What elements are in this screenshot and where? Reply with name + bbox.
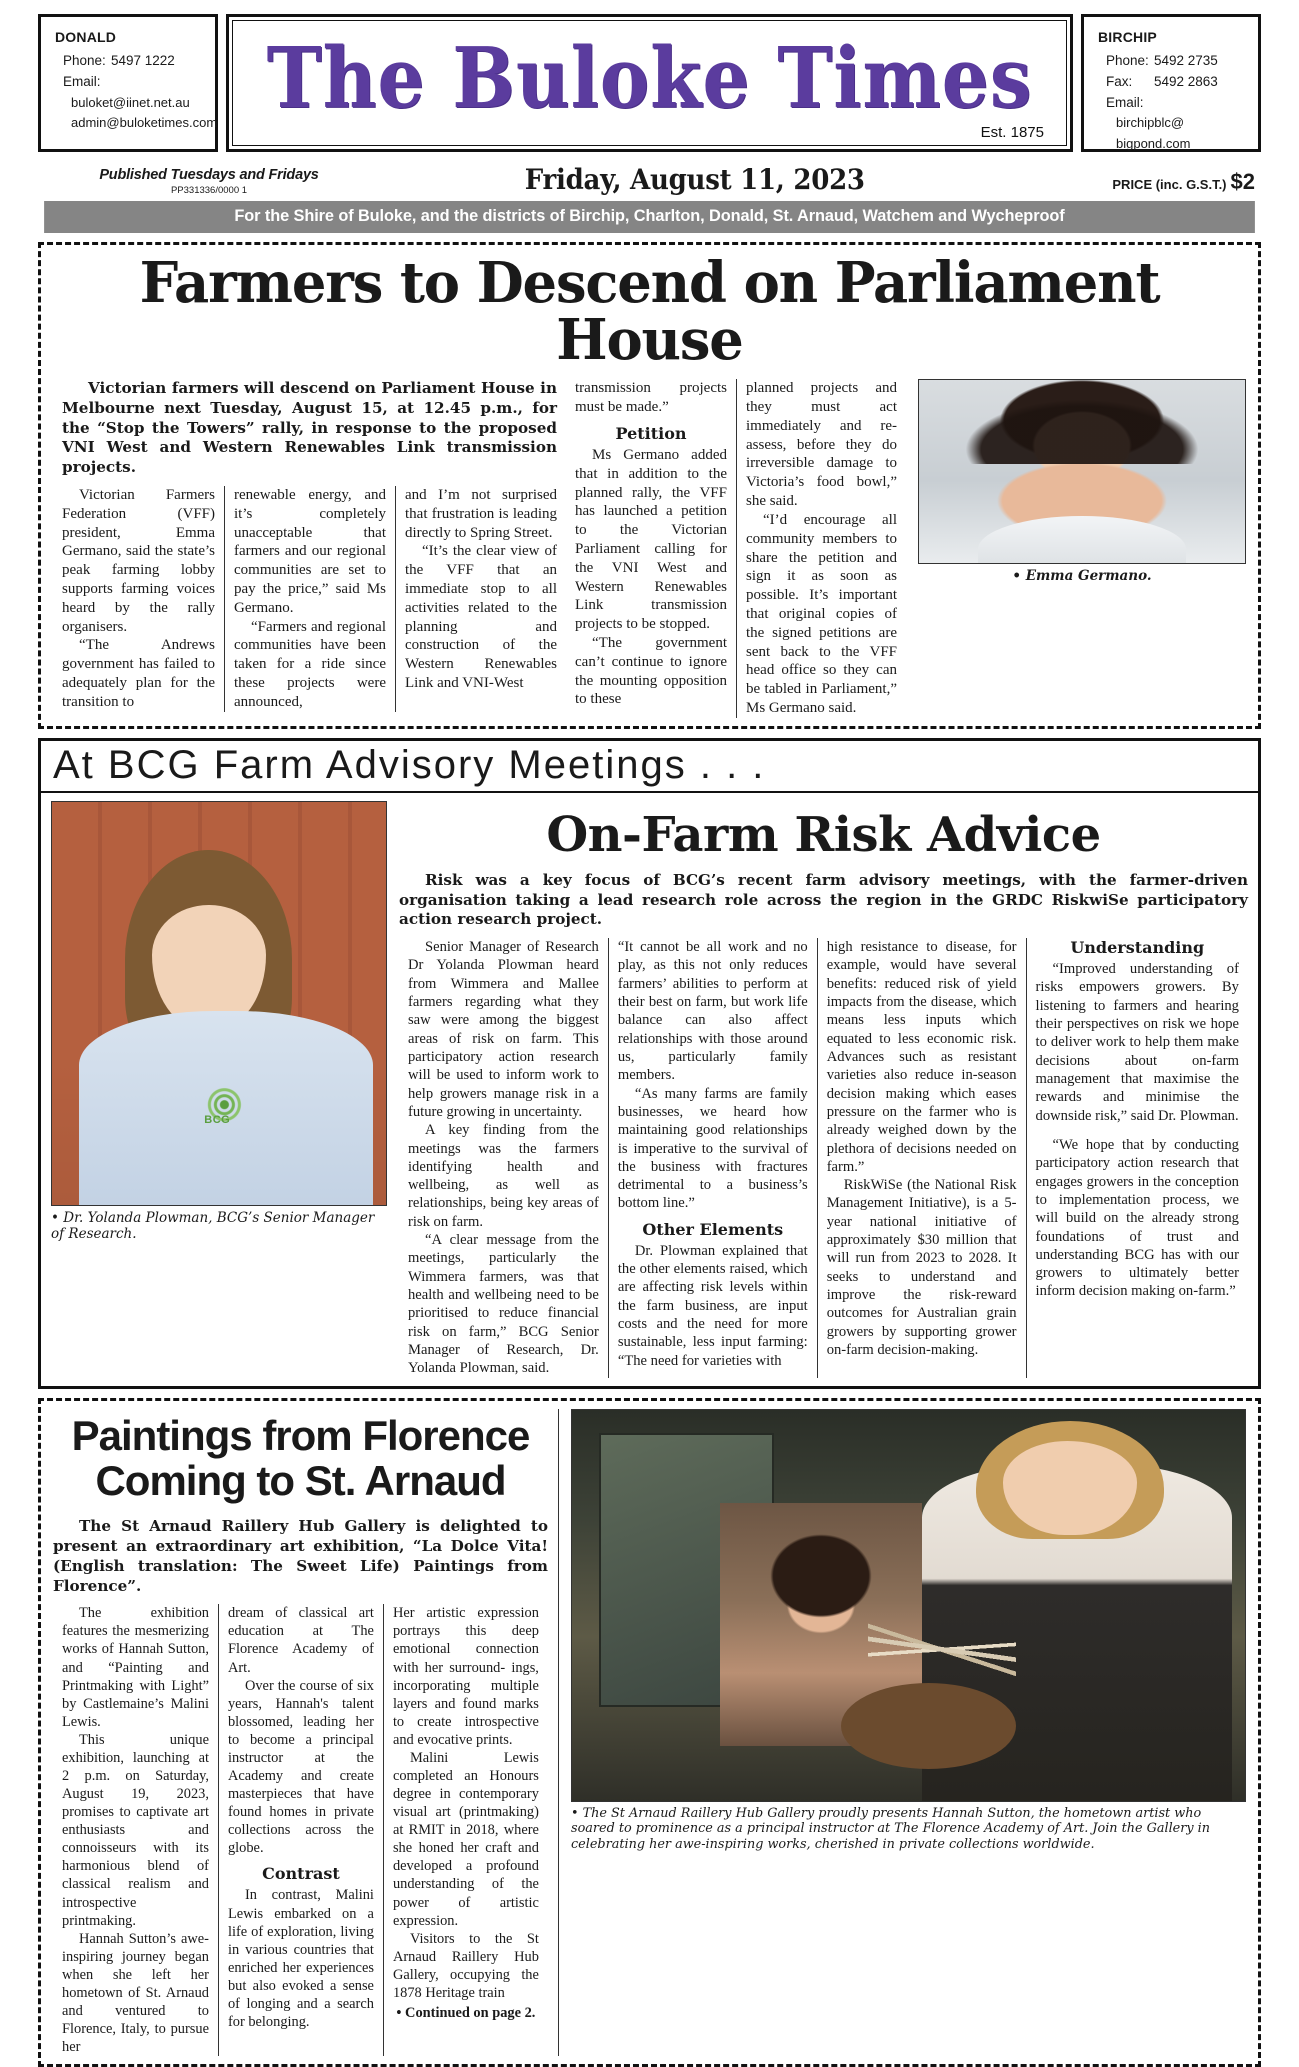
published-label: Published Tuesdays and Fridays (99, 167, 319, 183)
article3-p7: Her artistic expression portrays this deep emotional connection with her surround- ings, incorporating multiple layers and found marks to create introspective and evocative prints. (392, 1605, 539, 1748)
donald-email-2[interactable]: admin@buloketimes.com (71, 114, 218, 130)
emma-germano-photo (918, 379, 1246, 564)
article3-columns (53, 1604, 548, 2056)
article1-photo-block (906, 379, 1246, 718)
birchip-email-1[interactable]: birchipblc@ (1116, 115, 1185, 131)
article3-col-3 (383, 1604, 548, 2056)
article3-lead: The St Arnaud Raillery Hub Gallery is delighted to present an extraordinary art exhibition, “La Dolce Vita! (English translation: The Sweet Life) Paintings from Florence”. (53, 1517, 548, 1595)
article1-col-3 (395, 486, 566, 712)
photo-brushes (868, 1582, 1016, 1715)
article1-p3: renewable energy, and it’s completely unacceptable that farmers and our regional communities are set to pay the price,” said Ms Germano. (234, 486, 386, 616)
article-paintings-florence (38, 1398, 1261, 2067)
article2-lead: Risk was a key focus of BCG’s recent farm advisory meetings, with the farmer-driven organisation taking a lead research role across the region in the GRDC RiskwiSe participatory action research project. (399, 870, 1248, 929)
yolanda-plowman-caption: • Dr. Yolanda Plowman, BCG’s Senior Manager of Research. (51, 1209, 375, 1243)
birchip-town-label: BIRCHIP (1098, 29, 1157, 45)
article2-p5: “As many farms are family businesses, we heard how maintaining good relationships is imperative to the survival of the business with fractures detrimental to a business’s bottom line.” (617, 1085, 808, 1212)
article3-p1: The exhibition features the mesmerizing works of Hannah Sutton, and “Painting and Printmaking with Light” by Castlemaine’s Malini Lewis. (62, 1605, 209, 1730)
issue-date: Friday, August 11, 2023 (524, 163, 865, 196)
photo-artist-head (1003, 1441, 1138, 1535)
date-strip (38, 152, 1261, 196)
article2-subhead-understanding: Understanding (1070, 938, 1205, 958)
article3-continued[interactable]: • Continued on page 2. (396, 2005, 536, 2022)
hannah-sutton-painting-photo (571, 1409, 1246, 1802)
article1-lead: Victorian farmers will descend on Parliament House in Melbourne next Tuesday, August 15, at 12.45 p.m., for the “Stop the Towers” rally, in response to the proposed VNI West and Western Renewables Link transmission projects. (62, 379, 557, 477)
article1-col-5 (736, 379, 906, 718)
article1-p8: Ms Germano added that in addition to the planned rally, the VFF has launched a petition to the Victorian Parliament calling for the VNI West and Western Renewables Link transmission projects to be stopped. (575, 446, 727, 633)
article3-p5: Over the course of six years, Hannah's talent blossomed, leading her to become a principal instructor at the Academy and create masterpieces that have found homes in private collections across the globe. (227, 1677, 374, 1857)
birchip-email-2[interactable]: bigpond.com (1116, 135, 1191, 151)
birchip-fax-label: Fax: (1106, 73, 1133, 89)
article2-col-3 (817, 938, 1026, 1378)
donald-town-label: DONALD (55, 29, 117, 45)
article3-p8: Malini Lewis completed an Honours degree in contemporary visual art (printmaking) at RMIT in 2018, where she honed her craft and developed a profound understanding of the power of artistic expression. (392, 1749, 539, 1929)
article1-col-4 (566, 379, 736, 718)
article1-p7: transmission projects must be made.” (575, 380, 727, 416)
masthead (38, 0, 1261, 152)
price-value: $2 (1230, 169, 1255, 194)
article2-p10: “We hope that by conducting participatory action research that engages growers in the conception to implementation process, we will build on the already strong foundations of trust and understanding BCG has with our growers to ultimately better inform decision making on-farm.” (1035, 1136, 1239, 1300)
article2-p8: RiskWiSe (the National Risk Management Initiative), is a 5-year national initiative of approximately $30 million that will run from 2023 to 2028. It seeks to understand and improve the risk-reward outcomes for Australian grain growers by supporting grower on-farm decision-making. (826, 1177, 1017, 1358)
article3-subhead-contrast: Contrast (262, 1864, 340, 1884)
article3-p9: Visitors to the St Arnaud Raillery Hub Gallery, occupying the 1878 Heritage train (392, 1930, 539, 2001)
article3-p2: This unique exhibition, launching at 2 p.m. on Saturday, August 19, 2023, promises to captivate art enthusiasts and connoisseurs with its harmonious blend of classical realism and introspective printmaking. (62, 1731, 209, 1929)
article2-p1: Senior Manager of Research Dr Yolanda Plowman heard from Wimmera and Mallee farmers regarding what they saw were among the biggest areas of risk on farm. This participatory action research will be used to inform work to help growers manage risk in a future growing in uncertainty. (408, 939, 599, 1120)
birchip-fax-value: 5492 2863 (1154, 73, 1218, 89)
article1-p10: planned projects and they must act immediately and re-assess, before they do irreversible damage to Victoria’s food bowl,” she said. (746, 380, 897, 510)
article2-col-1 (399, 938, 608, 1378)
article2-col-2 (608, 938, 817, 1378)
hannah-sutton-caption: • The St Arnaud Raillery Hub Gallery proudly presents Hannah Sutton, the hometown artist who soared to prominence as a principal instructor at The Florence Academy of Art. Join the Gallery in celebrating her awe-inspiring works, cherished in private collections worldwide. (571, 1805, 1210, 1852)
article2-p4: “It cannot be all work and no play, as this not only reduces farmers’ abilities to perform at their best on farm, but work life balance can also affect relationships with those around us, particularly family members. (617, 939, 808, 1084)
article3-p4: dream of classical art education at The Florence Academy of Art. (227, 1605, 374, 1676)
article1-headline: Farmers to Descend on Parliament House (139, 250, 1160, 374)
article1-p9: “The government can’t continue to ignore the mounting opposition to these (575, 635, 727, 708)
page-title: The Buloke Times (266, 30, 1033, 128)
price-block (1015, 169, 1255, 196)
donald-phone-value: 5497 1222 (111, 52, 175, 68)
article1-columns (53, 379, 1246, 718)
article2-subhead-other-elements: Other Elements (642, 1219, 784, 1239)
article2-p9: “Improved understanding of risks empowers growers. By listening to farmers and hearing their perspectives on risk we hope to deliver work to help them make decisions about on-farm management that maximise the rewards and minimise the downside risk,” said Dr. Plowman. (1035, 961, 1239, 1124)
price-label: PRICE (inc. G.S.T.) (1112, 177, 1227, 192)
article2-p6: Dr. Plowman explained that the other elements raised, which are affecting risk levels within the farm business, are input costs and the need for more sustainable, less input farming: “The need for varieties with (617, 1242, 808, 1369)
article3-p3: Hannah Sutton’s awe-inspiring journey began when she left her hometown of St. Arnaud and ventured to Florence, Italy, to pursue her (62, 1930, 209, 2056)
birchip-phone-row (1098, 51, 1250, 72)
publication-frequency-block (44, 167, 374, 196)
article2-p2: A key finding from the meetings was the farmers identifying health and wellbeing, as well as relationships, being key areas of risk on farm. (408, 1122, 599, 1230)
article2-p7: high resistance to disease, for example, would have several benefits: reduced risk of yield impacts from the disease, which means less inputs which equated to less economic risk. Advances such as resistant varieties also reduce in-season decision making which eases pressure on the farmer who is already weighed down by the plethora of decisions needed on farm.” (826, 939, 1017, 1175)
established-label: Est. 1875 (980, 124, 1044, 141)
birchip-phone-value: 5492 2735 (1154, 52, 1218, 68)
issue-date-block (374, 163, 1015, 196)
article1-p1: Victorian Farmers Federation (VFF) president, Emma Germano, said the state’s peak farming lobby supports farming voices heard by the rally organisers. (62, 486, 215, 635)
donald-email-label: Email: (63, 73, 101, 89)
article2-photo-block (51, 801, 399, 1378)
coverage-banner: For the Shire of Buloke, and the districts of Birchip, Charlton, Donald, St. Arnaud, Watchem and Wycheproof (44, 201, 1255, 233)
article3-col-1 (53, 1604, 218, 2056)
yolanda-plowman-photo (51, 801, 387, 1206)
article-farmers-parliament (38, 242, 1261, 729)
emma-germano-caption: • Emma Germano. (1012, 568, 1152, 585)
masthead-title-box (226, 14, 1073, 152)
article2-col-4 (1026, 938, 1248, 1378)
article-onfarm-risk (38, 738, 1261, 1389)
article3-photo-block (558, 1409, 1246, 2057)
birchip-contact-box (1081, 14, 1261, 152)
article1-p11: “I’d encourage all community members to share the petition and sign it as soon as possible. It’s important that original copies of the signed petitions are sent back to the VFF head office so they can be tabled in Parliament,” Ms Germano said. (746, 511, 897, 717)
article1-p4: “Farmers and regional communities have been taken for a ride since these projects were announced, (234, 618, 386, 710)
birchip-phone-label: Phone: (1106, 52, 1149, 68)
article1-col-2 (224, 486, 395, 712)
article1-subhead-petition: Petition (615, 423, 687, 443)
birchip-fax-row (1098, 72, 1250, 93)
bcg-logo-icon (202, 1084, 258, 1130)
article1-p5: and I’m not surprised that frustration is leading directly to Spring Street. (405, 486, 557, 541)
article3-headline: Paintings from Florence Coming to St. Arnaud (71, 1411, 530, 1504)
article3-col-2 (218, 1604, 383, 2056)
donald-phone-label: Phone: (63, 52, 106, 68)
pp-number: PP331336/0000 1 (170, 185, 248, 196)
birchip-email-label: Email: (1106, 94, 1144, 110)
article2-p3: “A clear message from the meetings, particularly the Wimmera farmers, was that health and wellbeing need to be prioritised to reduce financial risk on farm,” BCG Senior Manager of Research, Dr. Yolanda Plowman, said. (408, 1232, 599, 1377)
article1-p2: “The Andrews government has failed to adequately plan for the transition to (62, 637, 215, 710)
donald-email-1[interactable]: buloket@iinet.net.au (71, 94, 190, 110)
article2-kicker: At BCG Farm Advisory Meetings . . . (41, 741, 1258, 793)
article3-p6: In contrast, Malini Lewis embarked on a life of exploration, living in various countries that enriched her experiences but also evoked a sense of longing and a search for belonging. (227, 1887, 374, 2031)
donald-contact-box (38, 14, 218, 152)
article2-columns (399, 938, 1248, 1378)
article1-col-1 (53, 486, 224, 712)
donald-phone-row (55, 51, 207, 72)
article2-headline: On-Farm Risk Advice (546, 806, 1101, 863)
article1-p6: “It’s the clear view of the VFF that an immediate stop to all activities related to the planning and construction of the Western Renewables Link and VNI-West (405, 543, 557, 692)
